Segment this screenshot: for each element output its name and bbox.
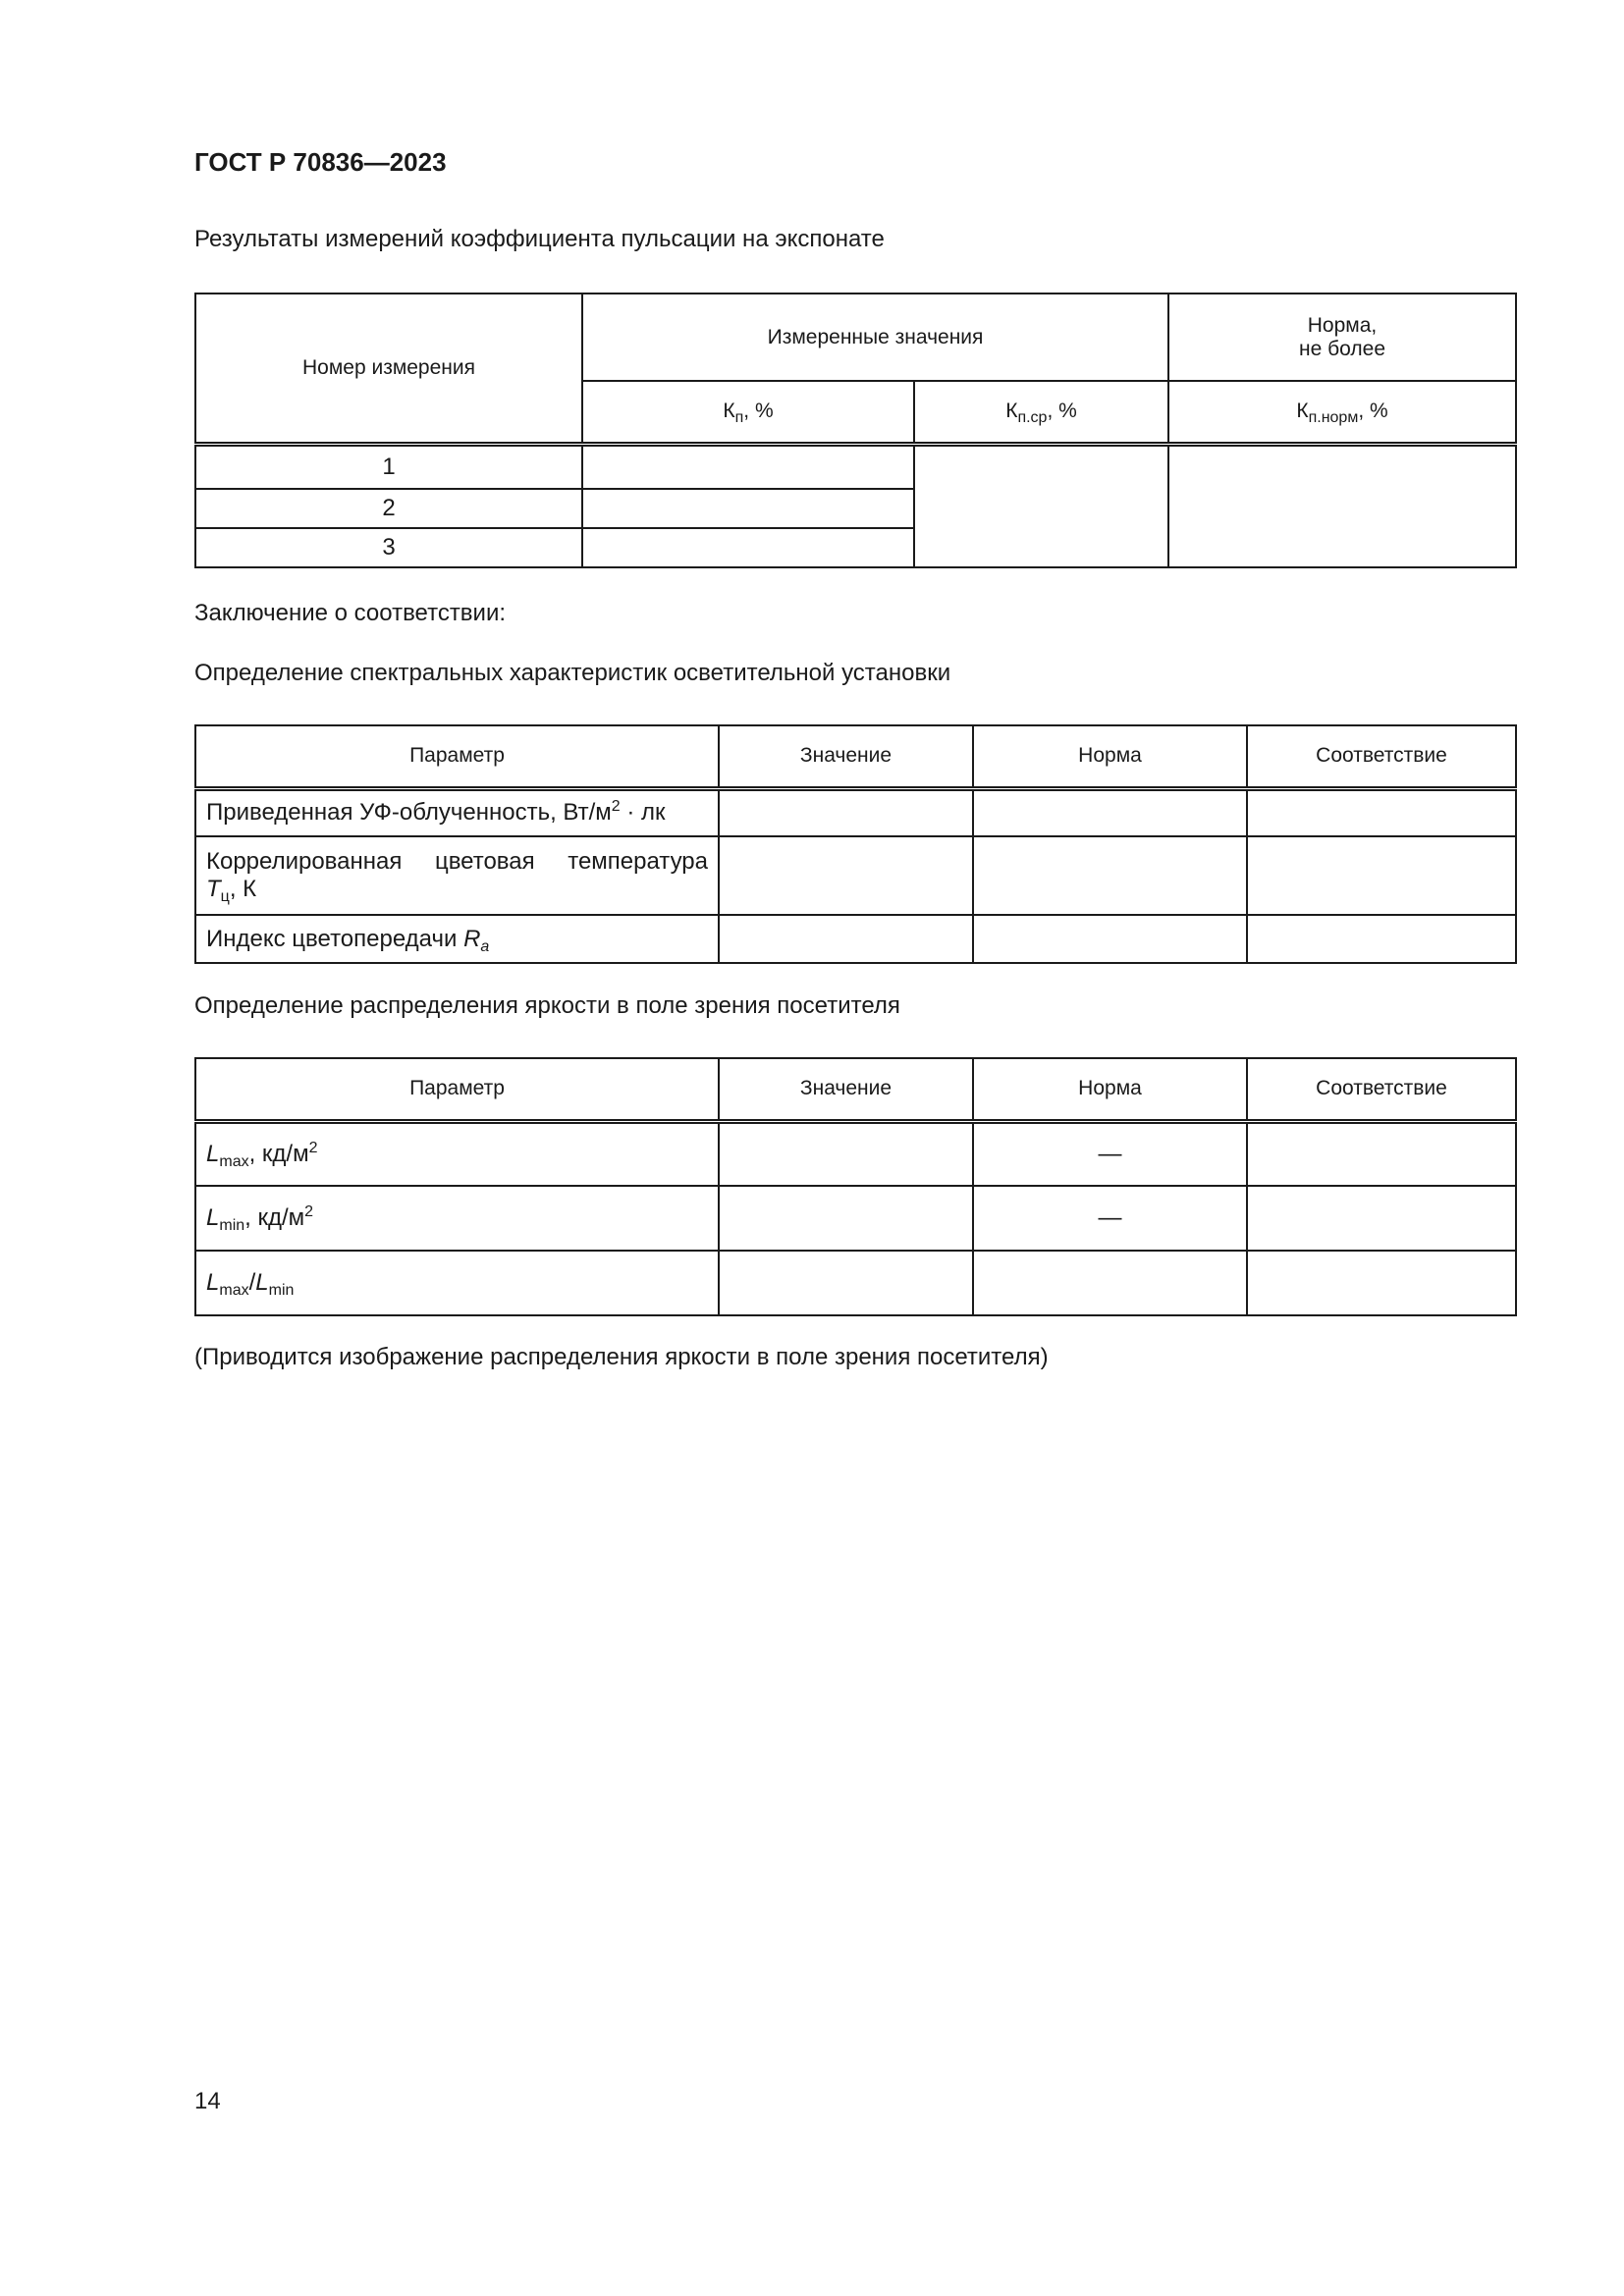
param-l-ratio: $L_{max}/L_{min}$ bbox=[195, 1251, 719, 1315]
row-number: 3 bbox=[195, 528, 582, 567]
compliance-cell bbox=[1247, 1186, 1516, 1251]
param-l-min: $L_{min}$, $кд/м^2$ bbox=[195, 1186, 719, 1251]
header-parameter: Параметр bbox=[195, 1058, 719, 1121]
spectral-table bbox=[194, 724, 1517, 964]
value-cell bbox=[719, 1121, 973, 1186]
header-norm: Норма bbox=[973, 725, 1247, 788]
header-measured-values: Измеренные значения bbox=[582, 294, 1168, 381]
brightness-table bbox=[194, 1057, 1517, 1316]
conclusion-label: Заключение о соответствии: bbox=[194, 600, 507, 626]
compliance-cell bbox=[1247, 836, 1516, 915]
kp-norm-cell bbox=[1168, 444, 1516, 567]
brightness-table-title: Определение распределения яркости в поле зрения посетителя bbox=[194, 992, 900, 1019]
header-norm-line1: Норма, bbox=[1307, 313, 1378, 337]
header-value: Значение bbox=[719, 1058, 973, 1121]
kp-value-cell bbox=[582, 489, 914, 528]
kp-value-cell bbox=[582, 444, 914, 489]
header-kp-norm: $К_{п.норм}$, % bbox=[1168, 381, 1516, 444]
compliance-cell bbox=[1247, 1121, 1516, 1186]
kp-avg-cell bbox=[914, 444, 1168, 567]
header-value: Значение bbox=[719, 725, 973, 788]
norm-cell bbox=[973, 915, 1247, 963]
value-cell bbox=[719, 915, 973, 963]
param-uv-irradiance: Приведенная УФ-облученность, $Вт/м^2$ · лк bbox=[195, 788, 719, 836]
norm-dash: — bbox=[973, 1186, 1247, 1251]
value-cell bbox=[719, 788, 973, 836]
value-cell bbox=[719, 1251, 973, 1315]
compliance-cell bbox=[1247, 1251, 1516, 1315]
norm-cell bbox=[973, 1251, 1247, 1315]
header-parameter: Параметр bbox=[195, 725, 719, 788]
header-compliance: Соответствие bbox=[1247, 725, 1516, 788]
page-number: 14 bbox=[194, 2088, 221, 2114]
header-measurement-number: Номер измерения bbox=[195, 294, 582, 444]
figure-note: (Приводится изображение распределения яркости в поле зрения посетителя) bbox=[194, 1344, 1049, 1370]
compliance-cell bbox=[1247, 788, 1516, 836]
header-norm bbox=[1168, 294, 1516, 381]
param-color-rendering-index: Индекс цветопередачи $R_a$ bbox=[195, 915, 719, 963]
spectral-table-title: Определение спектральных характеристик осветительной установки bbox=[194, 660, 951, 686]
pulsation-table-title: Результаты измерений коэффициента пульсации на экспонате bbox=[194, 226, 885, 252]
header-norm: Норма bbox=[973, 1058, 1247, 1121]
row-number: 2 bbox=[195, 489, 582, 528]
norm-cell bbox=[973, 788, 1247, 836]
document-code: ГОСТ Р 70836—2023 bbox=[194, 147, 447, 177]
header-kp-avg: $К_{п.ср}$, % bbox=[914, 381, 1168, 444]
header-kp: $К_п$, % bbox=[582, 381, 914, 444]
value-cell bbox=[719, 1186, 973, 1251]
param-color-temperature: Коррелированная цветовая температура $T_ц$, К bbox=[195, 836, 719, 915]
header-norm-line2: не более bbox=[1299, 337, 1385, 360]
row-number: 1 bbox=[195, 444, 582, 489]
param-l-max: $L_{max}$, $кд/м^2$ bbox=[195, 1121, 719, 1186]
value-cell bbox=[719, 836, 973, 915]
pulsation-table bbox=[194, 293, 1517, 568]
norm-dash: — bbox=[973, 1121, 1247, 1186]
header-compliance: Соответствие bbox=[1247, 1058, 1516, 1121]
kp-value-cell bbox=[582, 528, 914, 567]
norm-cell bbox=[973, 836, 1247, 915]
compliance-cell bbox=[1247, 915, 1516, 963]
